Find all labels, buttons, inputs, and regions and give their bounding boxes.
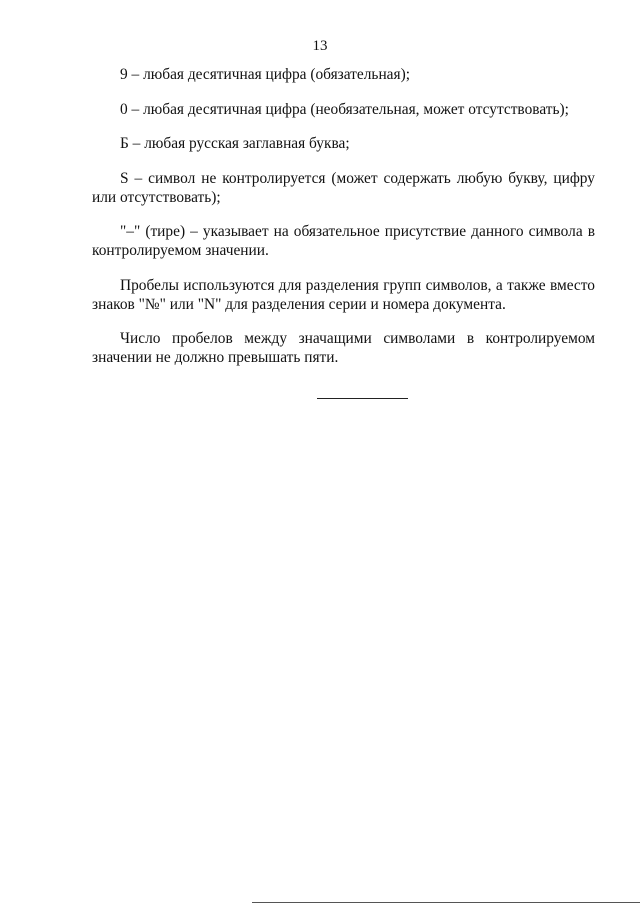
paragraph-spaces: Пробелы используются для разделения групп символов, а также вместо знаков "№" или "N" для разделения серии и номера документа. xyxy=(92,276,595,313)
paragraph-russian-letter: Б – любая русская заглавная буква; xyxy=(120,135,350,152)
scan-edge-line xyxy=(252,902,640,903)
document-body xyxy=(92,65,595,383)
page-number: 13 xyxy=(312,38,328,54)
paragraph-digit-optional: 0 – любая десятичная цифра (необязательная, может отсутствовать); xyxy=(120,100,569,118)
paragraph-dash: "–" (тире) – указывает на обязательное присутствие данного символа в контролируемом значении. xyxy=(92,223,595,259)
end-of-text-rule xyxy=(317,398,408,399)
paragraph-digit-required: 9 – любая десятичная цифра (обязательная); xyxy=(120,66,410,83)
paragraph-space-limit: Число пробелов между значащими символами в контролируемом значении не должно превышать пяти. xyxy=(92,330,595,366)
paragraph-symbol-s: S – символ не контролируется (может содержать любую букву, цифру или отсутствовать); xyxy=(92,169,595,206)
